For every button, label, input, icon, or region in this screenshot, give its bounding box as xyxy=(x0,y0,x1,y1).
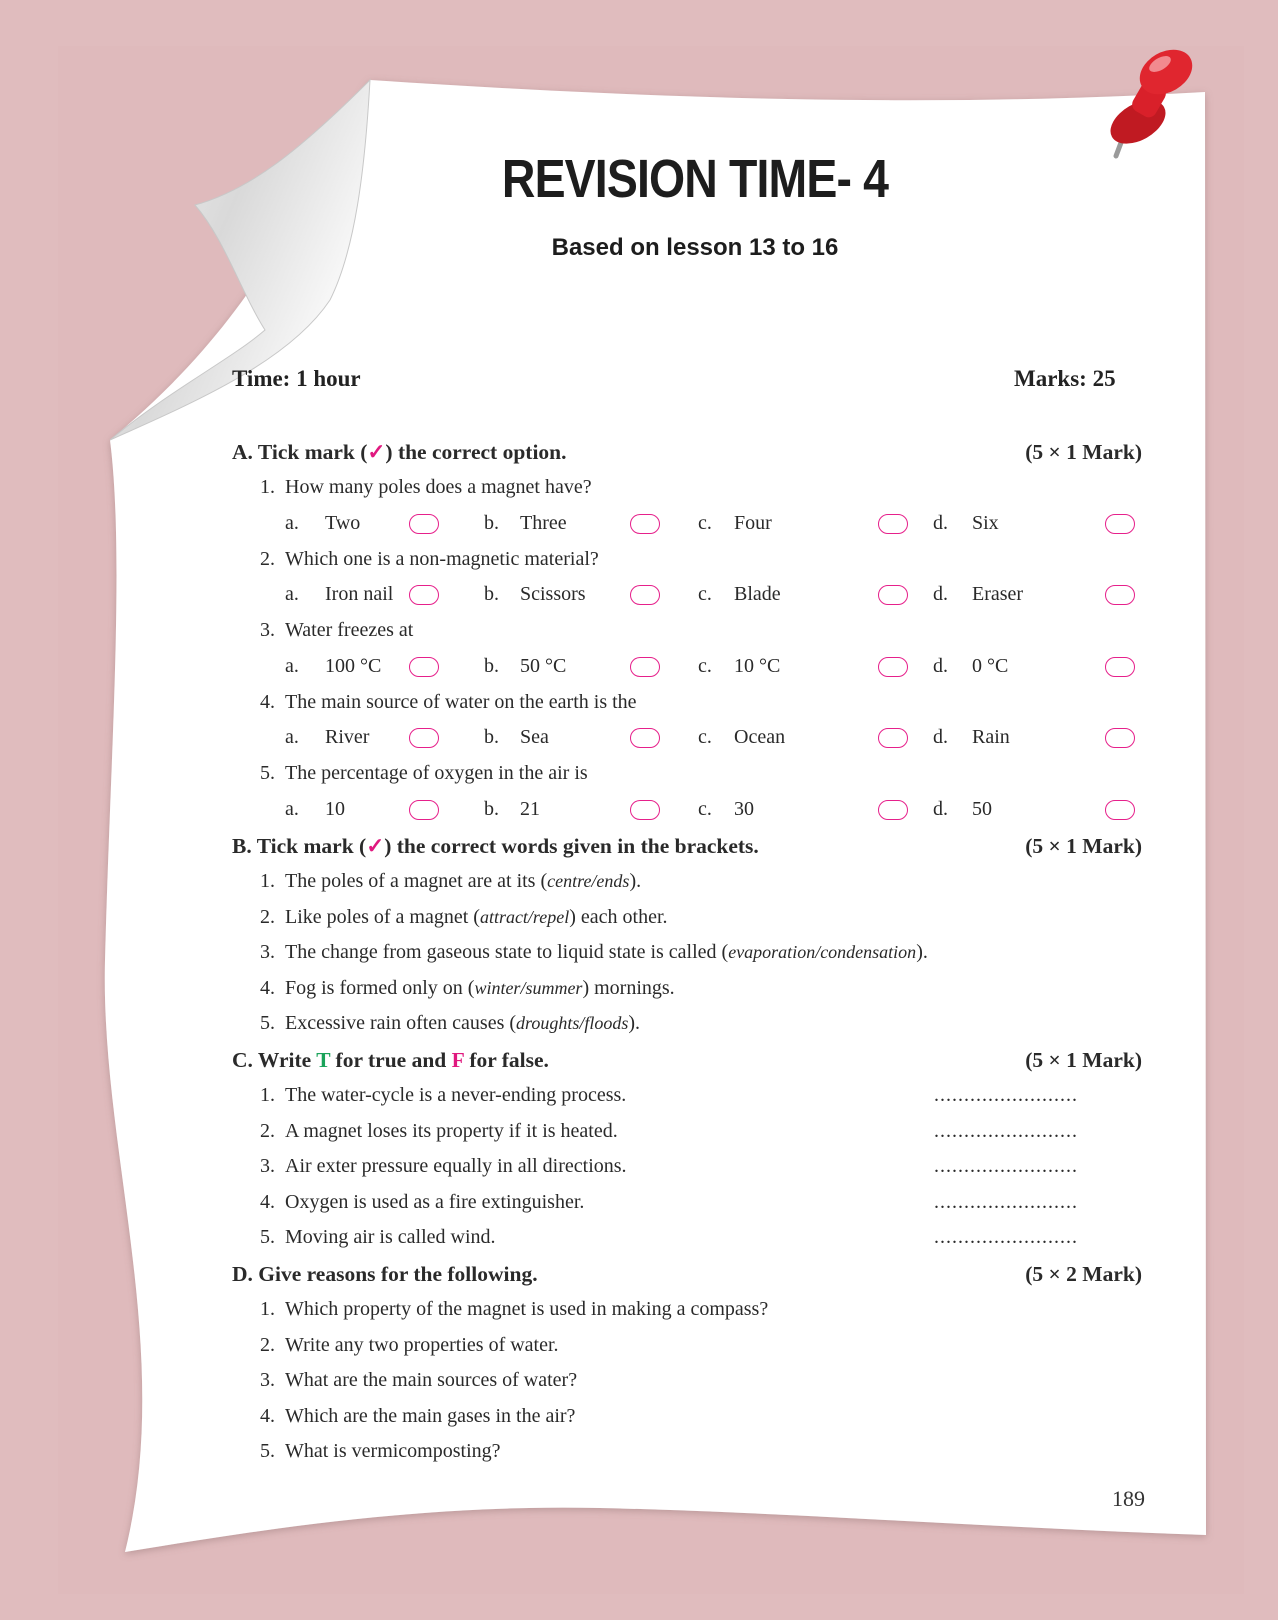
answer-checkbox[interactable] xyxy=(1105,657,1135,677)
question-number: 5. xyxy=(260,1012,275,1035)
option-text: Sea xyxy=(520,726,549,748)
tick-mark-icon: ✓ xyxy=(367,440,386,464)
question-row xyxy=(0,1191,1278,1227)
section-d-title: D. Give reasons for the following. xyxy=(232,1262,538,1286)
answer-checkbox[interactable] xyxy=(630,657,660,677)
question-number: 2. xyxy=(260,1119,275,1142)
option-letter: d. xyxy=(933,511,948,534)
question-row xyxy=(0,1120,1278,1156)
options-row xyxy=(0,798,1278,834)
question-number: 4. xyxy=(260,976,275,999)
section-a-header xyxy=(0,440,1278,476)
option-letter: d. xyxy=(933,797,948,820)
question-text: Moving air is called wind. xyxy=(285,1226,496,1249)
bracket-options[interactable]: droughts/floods xyxy=(516,1013,629,1034)
option-letter: a. xyxy=(285,726,299,748)
question-row xyxy=(0,870,1278,906)
question-number: 2. xyxy=(260,547,275,570)
answer-checkbox[interactable] xyxy=(630,585,660,605)
answer-checkbox[interactable] xyxy=(878,728,908,748)
answer-checkbox[interactable] xyxy=(1105,728,1135,748)
question-text: Air exter pressure equally in all directions. xyxy=(285,1155,627,1178)
question-number: 3. xyxy=(260,941,275,964)
section-d-header xyxy=(0,1262,1278,1298)
question-row xyxy=(0,1405,1278,1441)
question-number: 4. xyxy=(260,690,275,713)
question-number: 3. xyxy=(260,1369,275,1392)
answer-checkbox[interactable] xyxy=(1105,514,1135,534)
question-row xyxy=(0,1012,1278,1048)
question-number: 4. xyxy=(260,1190,275,1213)
tick-mark-icon: ✓ xyxy=(366,834,385,858)
question-number: 2. xyxy=(260,905,275,928)
question-text: The change from gaseous state to liquid state is called (evaporation/condensation). xyxy=(285,941,928,964)
option-text: Scissors xyxy=(520,583,586,605)
question-number: 3. xyxy=(260,619,275,641)
question-text: Oxygen is used as a fire extinguisher. xyxy=(285,1190,585,1213)
question-row xyxy=(0,1440,1278,1476)
section-b-marks: (5 × 1 Mark) xyxy=(1025,834,1142,858)
option-text: Four xyxy=(734,511,772,534)
options-row xyxy=(0,583,1278,619)
question-text: What is vermicomposting? xyxy=(285,1440,501,1463)
option-text: 100 °C xyxy=(325,654,382,677)
question-row xyxy=(0,977,1278,1013)
option-letter: c. xyxy=(698,583,712,605)
option-text: Eraser xyxy=(972,583,1024,605)
page-title: REVISION TIME- 4 xyxy=(501,149,889,209)
question-text: The water-cycle is a never-ending process. xyxy=(285,1084,627,1106)
answer-checkbox[interactable] xyxy=(409,657,439,677)
question-number: 3. xyxy=(260,1155,275,1178)
question-number: 5. xyxy=(260,762,275,784)
question-text: Like poles of a magnet (attract/repel) each other. xyxy=(285,905,668,928)
section-a-title: A. Tick mark (✓) the correct option. xyxy=(232,440,567,464)
option-text: 30 xyxy=(734,797,754,820)
option-letter: c. xyxy=(698,511,712,534)
option-letter: a. xyxy=(285,583,299,605)
option-text: 21 xyxy=(520,797,540,820)
question-text: Which one is a non-magnetic material? xyxy=(285,547,599,570)
option-letter: c. xyxy=(698,654,712,677)
option-text: Blade xyxy=(734,583,781,605)
question-text: The percentage of oxygen in the air is xyxy=(285,762,588,784)
question-text: The poles of a magnet are at its (centre/ends). xyxy=(285,870,642,892)
bracket-options[interactable]: centre/ends xyxy=(547,871,630,891)
question-text: What are the main sources of water? xyxy=(285,1369,578,1392)
answer-blank[interactable]: ........................ xyxy=(934,1155,1078,1178)
question-text: Which are the main gases in the air? xyxy=(285,1404,576,1427)
question-row xyxy=(0,1226,1278,1262)
section-c-title: C. Write T for true and F for false. xyxy=(232,1048,549,1072)
option-text: Six xyxy=(972,511,999,534)
question-row xyxy=(0,1369,1278,1405)
question-row xyxy=(0,1298,1278,1334)
time-label: Time: 1 hour xyxy=(232,366,361,391)
push-pin-icon xyxy=(1098,44,1208,164)
question-row xyxy=(0,691,1278,727)
answer-blank[interactable]: ........................ xyxy=(934,1226,1078,1249)
option-letter: d. xyxy=(933,726,948,748)
marks-label: Marks: 25 xyxy=(1014,366,1116,391)
answer-checkbox[interactable] xyxy=(1105,800,1135,820)
bracket-options[interactable]: winter/summer xyxy=(474,977,583,998)
section-b-header xyxy=(0,834,1278,870)
answer-checkbox[interactable] xyxy=(878,514,908,534)
section-b-title: B. Tick mark (✓) the correct words given in the brackets. xyxy=(232,834,759,858)
question-number: 1. xyxy=(260,1298,275,1320)
section-a-marks: (5 × 1 Mark) xyxy=(1025,440,1142,464)
question-text: Excessive rain often causes (droughts/floods). xyxy=(285,1012,641,1035)
option-text: Three xyxy=(520,511,567,534)
option-text: 50 °C xyxy=(520,654,567,677)
section-d-marks: (5 × 2 Mark) xyxy=(1025,1262,1142,1286)
answer-checkbox[interactable] xyxy=(409,514,439,534)
option-text: Two xyxy=(325,511,361,534)
page-number: 189 xyxy=(1112,1486,1145,1511)
answer-checkbox[interactable] xyxy=(409,800,439,820)
question-row xyxy=(0,941,1278,977)
question-text: Fog is formed only on (winter/summer) mornings. xyxy=(285,976,675,999)
question-text: Water freezes at xyxy=(285,619,414,641)
question-text: Write any two properties of water. xyxy=(285,1333,559,1356)
option-letter: b. xyxy=(484,726,499,748)
question-text: Which property of the magnet is used in making a compass? xyxy=(285,1298,769,1320)
option-letter: b. xyxy=(484,654,499,677)
question-row xyxy=(0,1084,1278,1120)
question-text: How many poles does a magnet have? xyxy=(285,476,592,498)
section-c-header xyxy=(0,1048,1278,1084)
question-number: 1. xyxy=(260,1084,275,1106)
options-row xyxy=(0,512,1278,548)
option-text: Rain xyxy=(972,726,1010,748)
option-text: 50 xyxy=(972,797,992,820)
option-letter: d. xyxy=(933,583,948,605)
option-letter: d. xyxy=(933,654,948,677)
bracket-options[interactable]: attract/repel xyxy=(479,906,570,927)
option-letter: c. xyxy=(698,797,712,820)
page-subtitle: Based on lesson 13 to 16 xyxy=(551,234,839,261)
question-row xyxy=(0,619,1278,655)
answer-blank[interactable]: ........................ xyxy=(934,1084,1078,1106)
answer-checkbox[interactable] xyxy=(630,514,660,534)
question-row xyxy=(0,906,1278,942)
question-text: A magnet loses its property if it is heated. xyxy=(285,1119,618,1142)
question-number: 4. xyxy=(260,1404,275,1427)
question-row xyxy=(0,548,1278,584)
options-row xyxy=(0,655,1278,691)
question-number: 5. xyxy=(260,1440,275,1463)
answer-blank[interactable]: ........................ xyxy=(934,1119,1078,1142)
question-row xyxy=(0,476,1278,512)
option-text: 10 °C xyxy=(734,654,781,677)
answer-checkbox[interactable] xyxy=(630,728,660,748)
option-letter: b. xyxy=(484,797,499,820)
answer-blank[interactable]: ........................ xyxy=(934,1190,1078,1213)
question-row xyxy=(0,1155,1278,1191)
option-letter: b. xyxy=(484,511,499,534)
options-row xyxy=(0,726,1278,762)
answer-checkbox[interactable] xyxy=(630,800,660,820)
answer-checkbox[interactable] xyxy=(409,585,439,605)
option-text: Iron nail xyxy=(325,583,394,605)
question-number: 1. xyxy=(260,476,275,498)
option-text: River xyxy=(325,726,370,748)
option-letter: b. xyxy=(484,583,499,605)
question-number: 2. xyxy=(260,1333,275,1356)
question-row xyxy=(0,1334,1278,1370)
option-text: 0 °C xyxy=(972,654,1009,677)
answer-checkbox[interactable] xyxy=(878,585,908,605)
bracket-options[interactable]: evaporation/condensation xyxy=(728,942,917,963)
question-number: 5. xyxy=(260,1226,275,1249)
option-text: Ocean xyxy=(734,726,786,748)
section-c-marks: (5 × 1 Mark) xyxy=(1025,1048,1142,1072)
option-letter: c. xyxy=(698,726,712,748)
answer-checkbox[interactable] xyxy=(878,800,908,820)
question-text: The main source of water on the earth is the xyxy=(285,690,637,713)
option-letter: a. xyxy=(285,797,299,820)
question-number: 1. xyxy=(260,870,275,892)
question-row xyxy=(0,762,1278,798)
answer-checkbox[interactable] xyxy=(409,728,439,748)
answer-checkbox[interactable] xyxy=(1105,585,1135,605)
option-letter: a. xyxy=(285,654,299,677)
answer-checkbox[interactable] xyxy=(878,657,908,677)
option-text: 10 xyxy=(325,797,345,820)
option-letter: a. xyxy=(285,511,299,534)
